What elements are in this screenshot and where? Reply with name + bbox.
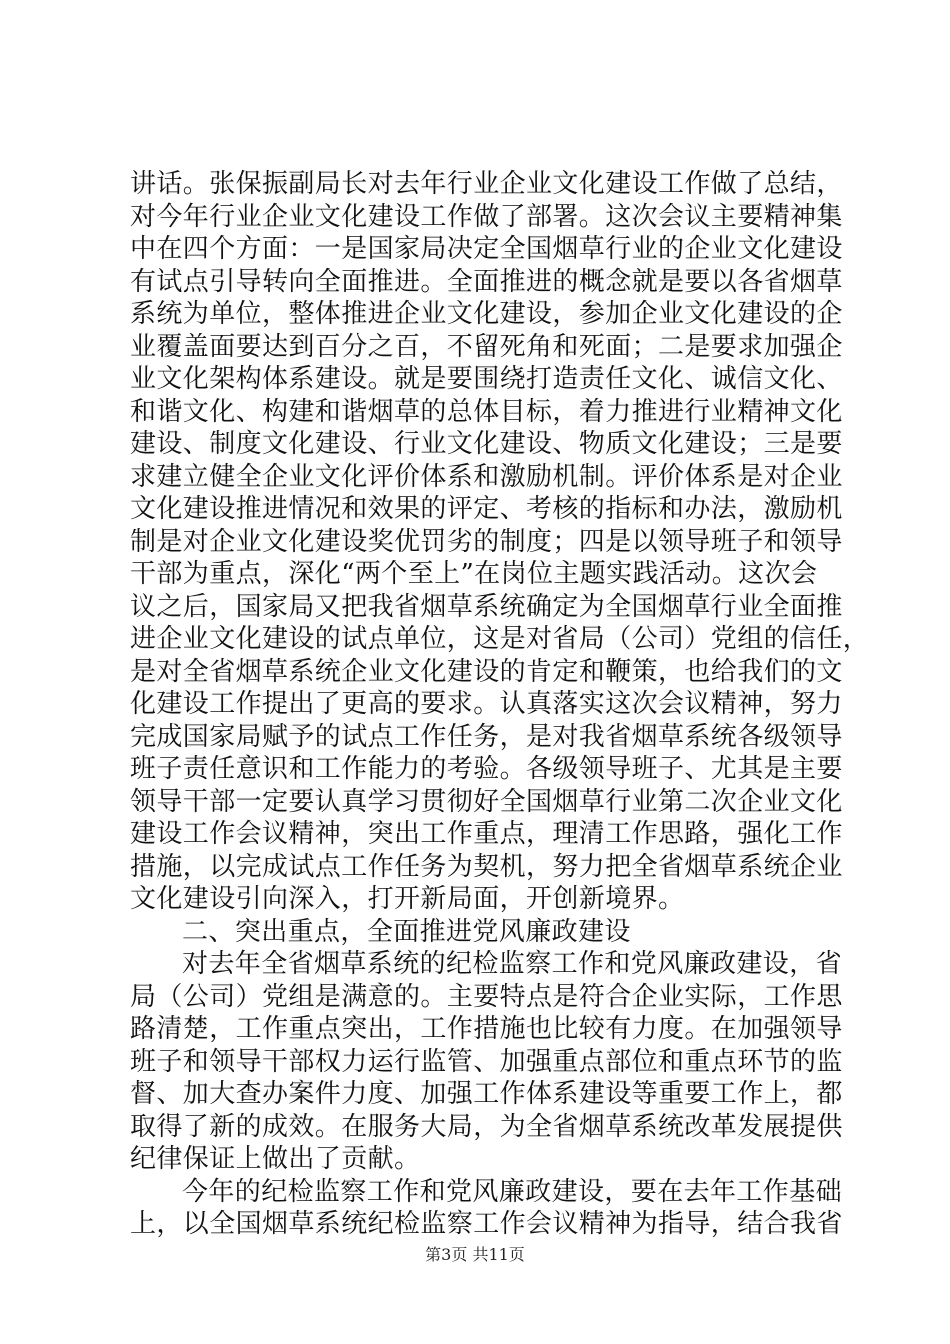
body-line: 制是对企业文化建设奖优罚劣的制度；四是以领导班子和领导 (130, 526, 843, 557)
body-line: 中在四个方面：一是国家局决定全国烟草行业的企业文化建设 (130, 234, 843, 264)
body-line: 班子和领导干部权力运行监管、加强重点部位和重点环节的监 (130, 1046, 843, 1077)
body-line: 措施，以完成试点工作任务为契机，努力把全省烟草系统企业 (130, 851, 843, 882)
body-line: 建设工作会议精神，突出工作重点，理清工作思路，强化工作 (130, 819, 843, 849)
body-line: 完成国家局赋予的试点工作任务，是对我省烟草系统各级领导 (130, 721, 843, 752)
body-line: 议之后，国家局又把我省烟草系统确定为全国烟草行业全面推 (130, 591, 843, 622)
body-line: 对今年行业企业文化建设工作做了部署。这次会议主要精神集 (130, 201, 843, 232)
body-line: 和谐文化、构建和谐烟草的总体目标，着力推进行业精神文化 (130, 396, 843, 427)
body-line: 有试点引导转向全面推进。全面推进的概念就是要以各省烟草 (130, 266, 843, 297)
body-line: 纪律保证上做出了贡献。 (130, 1144, 421, 1174)
body-line: 督、加大查办案件力度、加强工作体系建设等重要工作上，都 (130, 1079, 843, 1109)
body-line: 讲话。张保振副局长对去年行业企业文化建设工作做了总结， (130, 169, 843, 199)
paragraph-start-line: 今年的纪检监察工作和党风廉政建设，要在去年工作基础 (182, 1176, 843, 1207)
body-line: 是对全省烟草系统企业文化建设的肯定和鞭策，也给我们的文 (130, 656, 843, 687)
body-line: 进企业文化建设的试点单位，这是对省局（公司）党组的信任， (130, 624, 870, 654)
body-line: 系统为单位，整体推进企业文化建设，参加企业文化建设的企 (130, 299, 843, 329)
body-line: 班子责任意识和工作能力的考验。各级领导班子、尤其是主要 (130, 754, 843, 784)
body-line: 上，以全国烟草系统纪检监察工作会议精神为指导，结合我省 (130, 1209, 843, 1239)
paragraph-start-line: 对去年全省烟草系统的纪检监察工作和党风廉政建设，省 (182, 949, 843, 979)
body-line: 领导干部一定要认真学习贯彻好全国烟草行业第二次企业文化 (130, 786, 843, 817)
body-line: 文化建设引向深入，打开新局面，开创新境界。 (130, 884, 685, 914)
body-line: 求建立健全企业文化评价体系和激励机制。评价体系是对企业 (130, 461, 843, 492)
body-line: 化建设工作提出了更高的要求。认真落实这次会议精神，努力 (130, 689, 843, 719)
body-line: 业覆盖面要达到百分之百，不留死角和死面；二是要求加强企 (130, 331, 843, 362)
page-number-footer: 第3页 共11页 (425, 1245, 525, 1264)
section-heading: 二、突出重点，全面推进党风廉政建设 (182, 916, 631, 947)
body-line: 取得了新的成效。在服务大局，为全省烟草系统改革发展提供 (130, 1111, 843, 1142)
body-line: 干部为重点，深化“两个至上”在岗位主题实践活动。这次会 (130, 559, 818, 589)
body-line: 建设、制度文化建设、行业文化建设、物质文化建设；三是要 (130, 429, 843, 459)
body-line: 路清楚，工作重点突出，工作措施也比较有力度。在加强领导 (130, 1014, 843, 1044)
document-body (130, 168, 870, 1241)
body-line: 业文化架构体系建设。就是要围绕打造责任文化、诚信文化、 (130, 364, 843, 394)
body-line: 文化建设推进情况和效果的评定、考核的指标和办法，激励机 (130, 494, 843, 524)
body-line: 局（公司）党组是满意的。主要特点是符合企业实际，工作思 (130, 981, 843, 1012)
